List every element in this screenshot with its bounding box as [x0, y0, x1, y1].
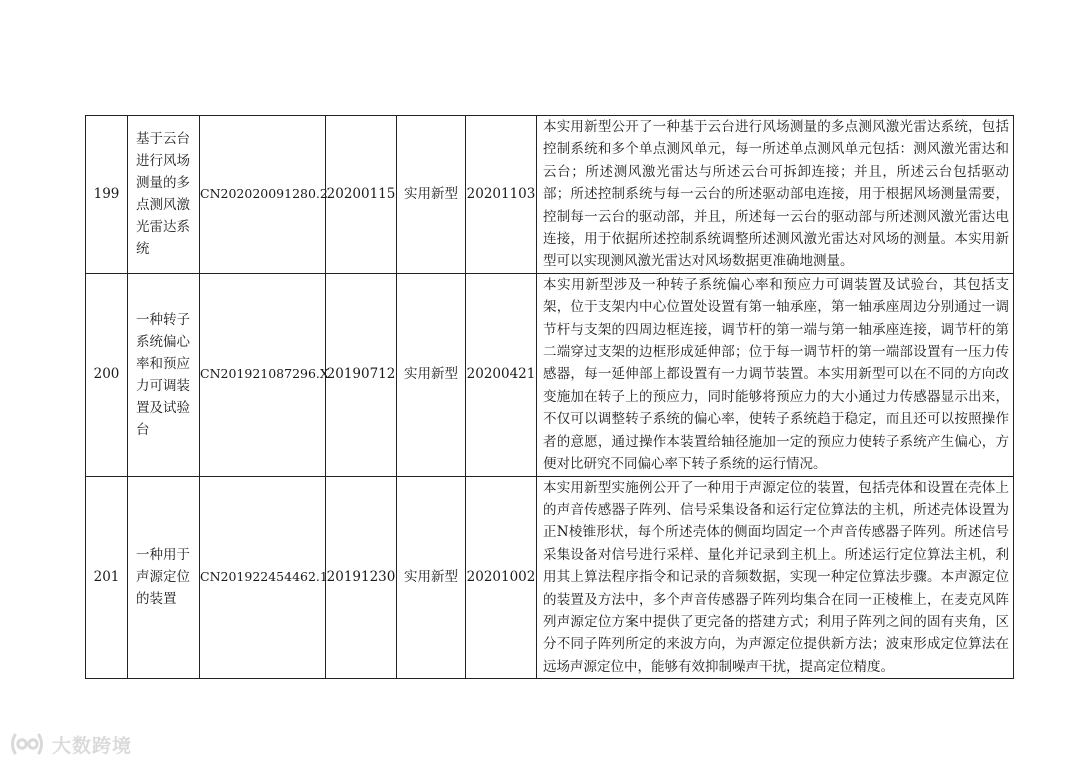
patent-abstract: 本实用新型实施例公开了一种用于声源定位的装置，包括壳体和设置在壳体上的声音传感器子阵列、信号采集设备和运行定位算法的主机，所述壳体设置为正N棱锥形状，每个所述壳体的侧面均固定一个声音传感器子阵列。所述信号采集设备对信号进行采样、量化并记录到主机上。所述运行定位算法主机，利用其上算法程序指令和记录的音频数据，实现一种定位算法步骤。本声源定位的装置及方法中，多个声音传感器子阵列均集合在同一正棱椎上，在麦克风阵列声源定位方案中提供了更完备的搭建方式；利用子阵列之间的固有夹角，区分不同子阵列所定的来波方向，为声源定位提供新方法；波束形成定位算法在远场声源定位中，能够有效抑制噪声干扰，提高定位精度。 — [537, 476, 1014, 679]
application-number: CN201921087296.X — [200, 273, 326, 476]
publication-date: 20201103 — [466, 116, 537, 274]
publication-date: 20201002 — [466, 476, 537, 679]
patent-table — [85, 115, 1014, 679]
patent-type: 实用新型 — [397, 273, 466, 476]
publication-date: 20200421 — [466, 273, 537, 476]
application-number: CN201922454462.1 — [200, 476, 326, 679]
row-number: 201 — [86, 476, 128, 679]
table-row — [86, 476, 1014, 679]
patent-type: 实用新型 — [397, 116, 466, 274]
row-number: 200 — [86, 273, 128, 476]
watermark-text: 大数跨境 — [52, 734, 133, 757]
table-row — [86, 273, 1014, 476]
patent-abstract: 本实用新型涉及一种转子系统偏心率和预应力可调装置及试验台，其包括支架，位于支架内中心位置处设置有第一轴承座，第一轴承座周边分别通过一调节杆与支架的四周边框连接，调节杆的第一端与第一轴承座连接，调节杆的第二端穿过支架的边框形成延伸部；位于每一调节杆的第一端部设置有一压力传感器，每一延伸部上都设置有一力调节装置。本实用新型可以在不同的方向改变施加在转子上的预应力，同时能够将预应力的大小通过力传感器显示出来，不仅可以调整转子系统的偏心率，使转子系统趋于稳定，而且还可以按照操作者的意愿，通过操作本装置给轴径施加一定的预应力使转子系统产生偏心，方便对比研究不同偏心率下转子系统的运行情况。 — [537, 273, 1014, 476]
application-date: 20200115 — [326, 116, 397, 274]
sound-wave-logo-icon — [8, 731, 46, 757]
application-number: CN202020091280.2 — [200, 116, 326, 274]
patent-name: 基于云台进行风场测量的多点测风激光雷达系统 — [128, 116, 200, 274]
row-number: 199 — [86, 116, 128, 274]
watermark — [8, 729, 132, 759]
application-date: 20191230 — [326, 476, 397, 679]
application-date: 20190712 — [326, 273, 397, 476]
table-row — [86, 116, 1014, 274]
patent-name: 一种转子系统偏心率和预应力可调装置及试验台 — [128, 273, 200, 476]
patent-name: 一种用于声源定位的装置 — [128, 476, 200, 679]
patent-abstract: 本实用新型公开了一种基于云台进行风场测量的多点测风激光雷达系统，包括控制系统和多个单点测风单元，每一所述单点测风单元包括：测风激光雷达和云台；所述测风激光雷达与所述云台可拆卸连接；并且，所述云台包括驱动部；所述控制系统与每一云台的所述驱动部电连接，用于根据风场测量需要，控制每一云台的驱动部，并且，所述每一云台的驱动部与所述测风激光雷达电连接，用于依据所述控制系统调整所述测风激光雷达对风场的测量。本实用新型可以实现测风激光雷达对风场数据更准确地测量。 — [537, 116, 1014, 274]
patent-type: 实用新型 — [397, 476, 466, 679]
